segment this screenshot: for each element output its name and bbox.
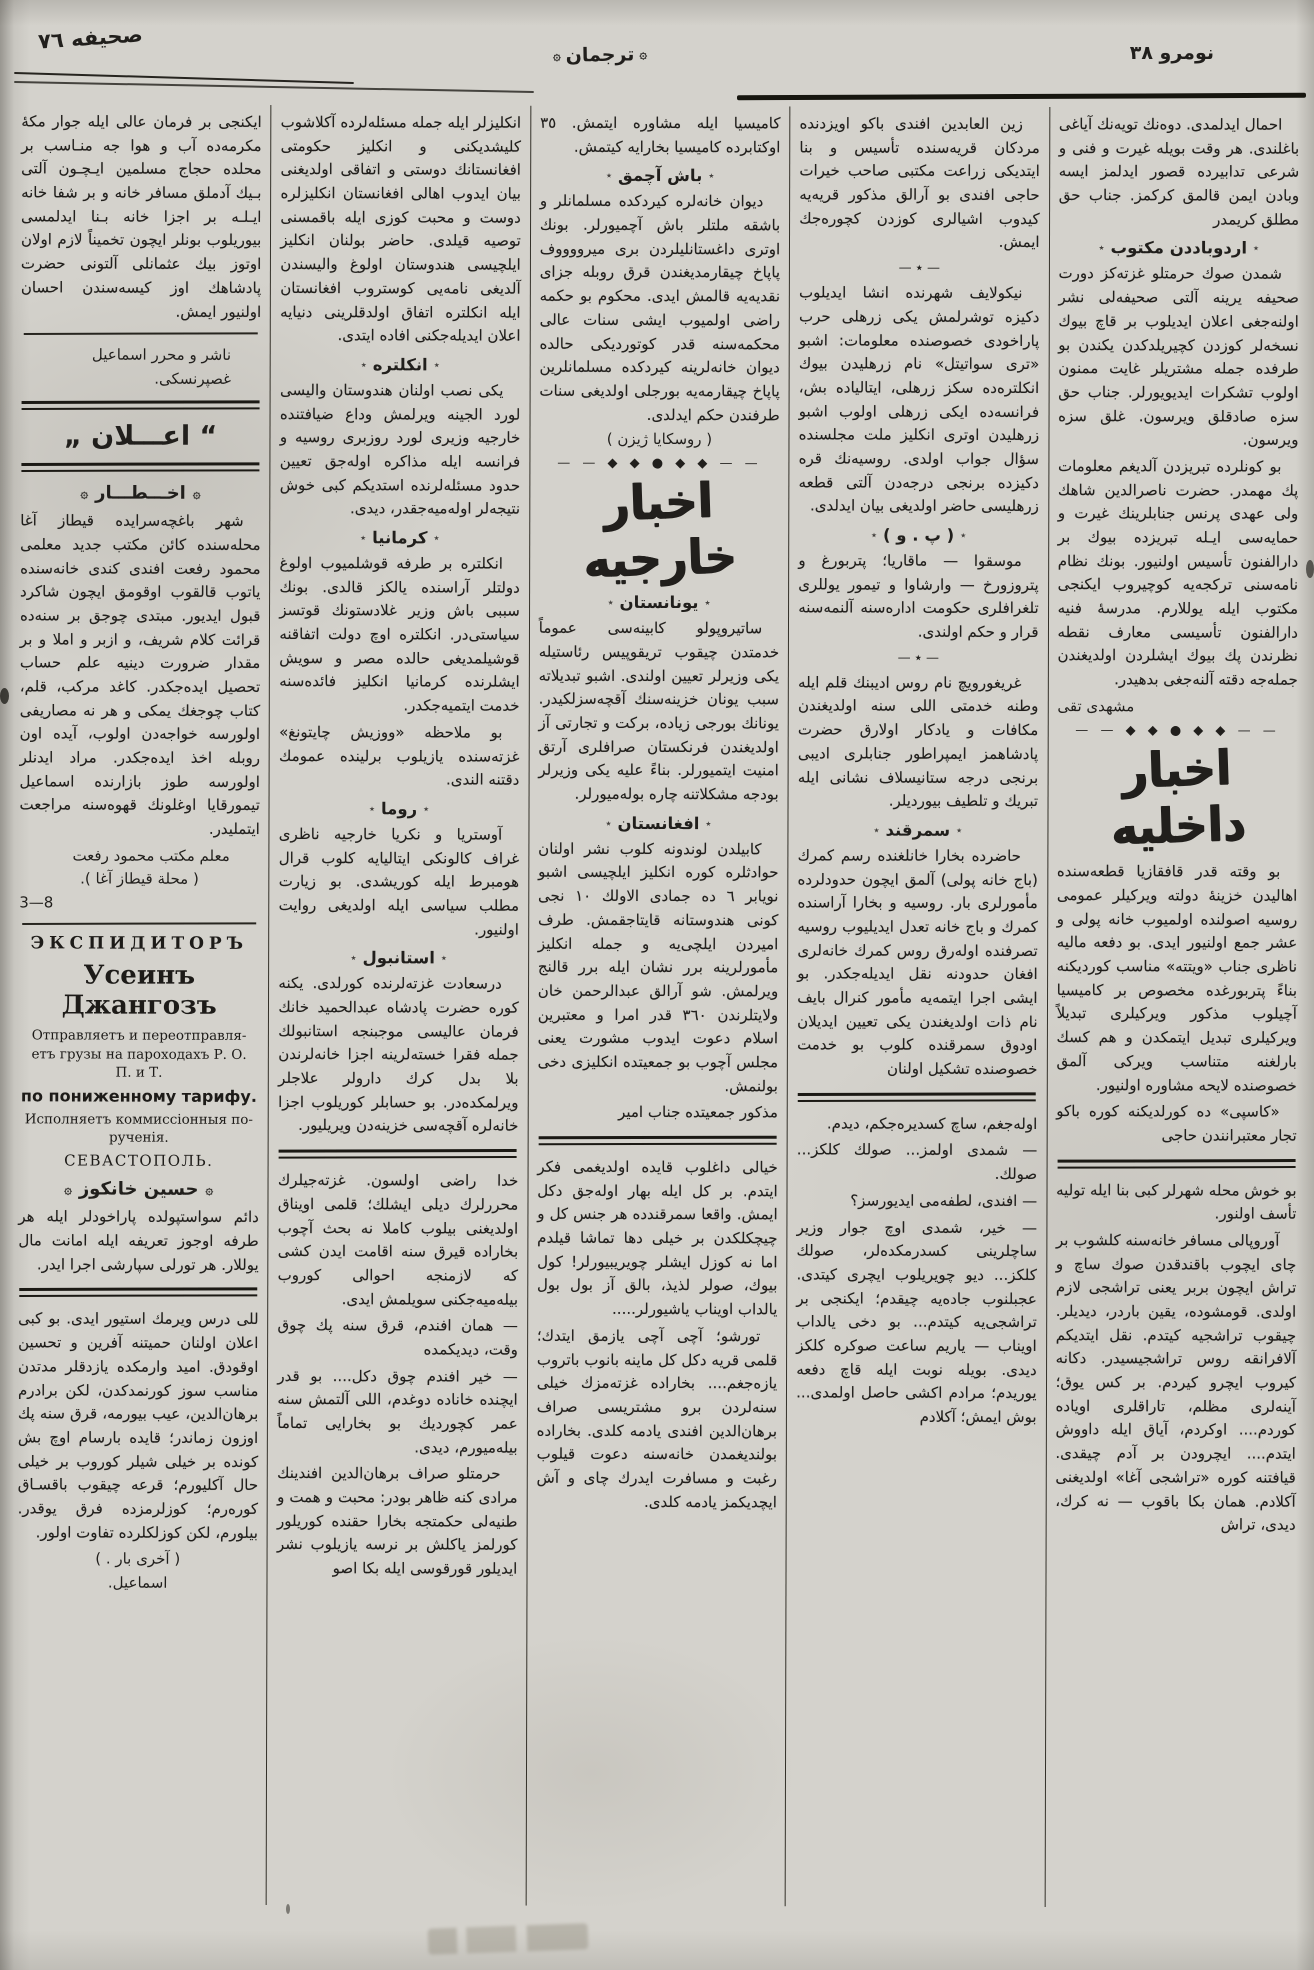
column-grid: [8, 104, 1309, 1907]
section-heading: ٭روما٭: [279, 799, 519, 819]
signature-line: ( آخرى بار . ): [95, 1549, 181, 1569]
body-paragraph: شهر باغچه‌سرايده قيطاز آغا محله‌سنده كائن مكتب جديد معلمى محمود رفعت افندى كندى خانه‌سنده ياتوب قالقوب اوقومق ايچون شاكرد قبول ايديور. مبتدى چوجق بر سنه‌ده قرائت كلام شريف، و ازبر و املا و بر مقدار ضرورت دينيه علم حساب تحصيل ايده‌جكدر. كاغد مركب، قلم، كتاب چوجغك يمكى و هر نه مصاريفى اولورسه خواجه‌دن اولوب، آيده اون روبله اخذ ايده‌جكدر. مراد ايدنلر اولورسه طوز بازارنده اسماعيل تيمورقايا اوغلونك قهوه‌سنه مراجعت ايتمليدر.: [19, 511, 261, 839]
title-ornament-icon: ۞: [639, 47, 648, 63]
pencil-mark: [286, 1904, 290, 1914]
fleuron-icon: ٭: [350, 951, 357, 965]
signature-line: اسماعيل.: [107, 1573, 168, 1592]
fleuron-icon: ٭: [956, 823, 963, 837]
body-paragraph: ايكنجى بر فرمان عالى ايله جوار مكهٔ مكرمه‌ده آب و هوا جه منـاسب بر محلده حجاج مسلمين ايـچـون آلتى بـيك آدملق مسافر خانه و بر شفا خانه ايـلـه بر اجزا خانه بـنا ايدلمسى بيوريلوب بونلر ايچون تخميناً لازم اولان اوتوز بيك عثمانلى آلتونى حضرت پادشاهك اوز كيسه‌سندن احسان اولنيور ايمش.: [20, 112, 262, 321]
signature-line: غصپرنسكى.: [154, 369, 232, 388]
news-section-title: اخبار داخليه: [1109, 739, 1247, 857]
body-paragraph: حرمتلو صراف برهان‌الدين افندينك مرادى كنه ظاهر بودر: محبت و همت و طنيه‌لى حكمتجه بخارا حقنده كوريلور كورلمز ياكلش بر نرسه يازيلوب نشر ايديلور قورقوسى ايله بكا اصو: [276, 1464, 518, 1578]
column-4: [266, 105, 530, 1906]
body-paragraph: دائم سواستپولده پاراخودلر ايله هر طرفه اوجوز تعريفه ايله امانت مال يوللار. هر تورلى سپارشى اجرا ايدر.: [18, 1207, 259, 1274]
body-paragraph: — افندى، لطفه‌مى ايديورسز؟: [850, 1191, 1038, 1210]
body-paragraph: — شمدى اولمز... صولك كلكز... صولك.: [796, 1140, 1038, 1184]
news-section-title: اخبار خارجيه: [582, 472, 738, 589]
column-5-leftmost: [8, 104, 271, 1905]
page-number-label: صحيفه ٧٦: [37, 22, 144, 54]
small-ornament-divider: — ٭ —: [897, 650, 940, 666]
section-heading: ٭اردوباددن مكتوب٭: [1059, 238, 1299, 258]
double-rule: [21, 463, 259, 473]
body-paragraph: درسعادت غزته‌لرنده كورلدى. يكنه كوره حضرت پادشاه عبدالحميد خانك فرمان عاليسى موجبنجه استانبولك جمله فقرا خسته‌لرينه اجزا خانه‌لرندن بلا بدل كرك دارولر علاجلر ويرلمكده‌در. بو حسابلر كوريلوب اجزا خانه‌لره آقچه‌سى خزينه‌دن ويريليور.: [278, 974, 519, 1136]
russian-advert-line: Исполняетъ коммиссіонныя по-: [24, 1111, 254, 1128]
faded-stamp-smudge: [428, 1923, 589, 1955]
small-ornament-divider: — ٭ —: [898, 260, 941, 276]
fleuron-icon: ٭: [440, 951, 447, 965]
ornate-heading: ۞حسين خانكوز۞: [18, 1179, 258, 1201]
masthead-rule-right: [737, 93, 1306, 100]
fleuron-icon: ۞: [205, 1183, 214, 1199]
russian-advert-line: СЕВАСТОПОЛЬ.: [64, 1151, 214, 1171]
double-rule: [1057, 1159, 1295, 1169]
russian-advert-line: Отправляетъ и переотправля-: [31, 1027, 247, 1045]
body-paragraph: انكلتره بر طرفه قوشلميوب اولوغ دولتلر آراسنده يالكز قالدى. بونك سببى باش وزير غلادستونك قوتسز سياستى‌در. انكلتره اوچ دولت اتفاقنه قوشيلمديغى حالده مصر و سويش ايشلرنده كرمانيا انكليز فائده‌سنه خدمت ايتميه‌جكدر.: [279, 554, 520, 715]
advert-section-header: “ اعـــلان „: [63, 420, 218, 453]
double-rule: [798, 1092, 1036, 1102]
russian-advert-line: рученія.: [108, 1129, 169, 1146]
double-rule: [279, 1149, 517, 1159]
body-paragraph: — خير، شمدى اوچ جوار وزير ساچلرينى كسدرمكده‌لر، صولك كلكز... ديو چويريلوب ايچرى كيتدى. عجبلنوب جاده‌يه چيقدم؛ ايكنجى بر تراشجى‌يه كيتدم... بو دخى يالداب اويناب — ياريم ساعت صوكره كلكز ديدى. بويله نوبت ايله قاچ دفعه يوريدم؛ مرادم اكشى حاصل اولمدى... بوش ايمش؛ آكلادم: [796, 1217, 1038, 1426]
fleuron-icon: ٭: [368, 802, 376, 816]
body-paragraph: آوروپالى مسافر خانه‌سنه كلشوب بر چاى ايچوب باقندقدن صوك ساچ و تراش ايچون بربر يعنى تراشجى لازم اولدى. قومشوده، يقين باردر، ديديلر. چيقوب تراشجيه كيتدم. نقل ايتديكم آلافرانقه روس تراشجيسيدر. دكانه كيروب ايچرو كيردم. بر كس يوق؛ آينه‌لرى مظلم، تاراقلرى اوياده كوردم.... اوكردم، آياق ايله داووش ايتدم.... ايچرودن بر آدم چيقدى. قيافتنه كوره «تراشجى آغا» اولديغنى آكلادم. همان بكا باقوب — نه كرك، ديدى، تراش: [1055, 1230, 1297, 1534]
body-paragraph: زين العابدين افندى باكو اويزدنده مردكان قريه‌سنده تأسيس و بنا ايتديكى زراعت مكتبى صاحب خيرات حاجى افندى بو آرالق مذكور قريه‌يه كيدوب اشيالرى كوزدن كچوره‌جك ايمش.: [799, 114, 1040, 252]
ink-blob: [0, 688, 9, 704]
fleuron-icon: ٭: [873, 823, 880, 837]
fleuron-icon: ٭: [960, 528, 967, 542]
body-paragraph: «كاسپى» ده كورلديكنه كوره باكو تجار معتبرانندن حاجى: [1056, 1102, 1297, 1145]
fleuron-icon: ٭: [433, 531, 440, 545]
body-paragraph: مذكور جمعيتده جناب امير: [618, 1103, 778, 1122]
signature-line: ( محلة قيطاز آغا ).: [80, 869, 199, 889]
ornate-heading: ۞اخـــطـــار۞: [20, 483, 260, 505]
body-paragraph: ساتيروپولو كابينه‌سى عموماً خدمتدن چيقوب تريقوپيس رئاستيله يكى وزيرلر تعيين اولندى. اشبو تبديلاته سبب يونان خزينه‌سنك آقچه‌سزلكيدر. يونانك بورجى زياده، بركت و تجارتى آز اولديغندن فرنكستان صرافلرى آرتق امنيت ايتميورلر. بناءً عليه يكى وزيرلر بودجه مشكلاتنه چاره بوله‌ميورلر.: [538, 618, 780, 804]
body-paragraph: اوله‌جغم، ساچ كسديره‌جكم، ديدم.: [826, 1114, 1038, 1133]
body-paragraph: بو خوش محله شهرلر كبى بنا ايله توليه تأسف اولنور.: [1056, 1180, 1297, 1223]
fleuron-icon: ٭: [360, 358, 367, 372]
fleuron-icon: ٭: [871, 528, 878, 542]
fleuron-icon: ٭: [605, 169, 612, 183]
body-paragraph: نيكولايف شهرنده انشا ايديلوب دكيزه توشرلمش يكى زرهلى حرب پاراخودى خصوصنده معلومات: اشبو «ترى سواتيتل» نام زرهليدن بيوك انكلتره‌ده سكز زرهلى، ايتالياده بش، فرانسه‌ده ايكى زرهلى اولوب اشبو زرهليدن اوترى انكليز ملت مجلسنده سؤال جواب اولدى. روسيه‌نك قره دكيزده برنجى درجه‌دن آلتى قطعه زرهليسى حاضر اولديغى بيان ايدلدى.: [798, 283, 1040, 516]
body-paragraph: للى درس ويرمك استيور ايدى. بو كبى اعلان اولنان حميتنه آفرين و تحسين اوقودق. اميد وارمكده يازدقلر مدتدن مناسب سوز كورنمدكدن، لكن برادرم برهان‌الدين، عيب بيورمه، قرق سنه پك اوزون زماندر؛ قايده بارسام اوچ بش كونده بر خيلى شيلر كوروب بر خيلى حال آكليورم؛ قرعه چيقوب باقسـاق كوره‌رم؛ كوزلرمزده فرق يوقدر. بيلورم، لكن كوزلكلرده تفاوت اولور.: [17, 1309, 259, 1542]
ornament-divider: — — ◆ ◆ ● ◆ ◆ — —: [1075, 723, 1280, 739]
body-paragraph: بو ملاحظه «ووزيش چايتونغ» غزته‌سنده يازيلوب برلينده عمومك دقتنه الندى.: [279, 722, 520, 789]
section-heading: ٭استانبول٭: [278, 948, 518, 968]
signature-line: 8—3: [19, 893, 54, 912]
section-heading: ٭كرمانيا٭: [280, 528, 520, 548]
russian-advert-line: Усеинъ Джангозъ: [61, 960, 217, 1022]
body-paragraph: خيالى داغلوب قايده اولديغمى فكر ايتدم. بر كل ايله بهار اوله‌جق دكل ايمش. واقعا سمرقندده هر جنس كل و چيچكلكدن بر خيلى دها تماشا قيلدم اما نه كوزل ايشلر چويريبيورلر! كول بيوك، صولر لذيذ، بالق آز بول بول يالداب اويناب ياشيورلر.....: [537, 1157, 778, 1319]
column-3-middle: [525, 106, 789, 1907]
title-ornament-icon: ۞: [552, 48, 561, 64]
section-heading: ٭( پ . و )٭: [798, 525, 1038, 545]
masthead-rule-left-lower: [14, 81, 534, 93]
rule: [24, 333, 258, 336]
fleuron-icon: ٭: [704, 596, 711, 610]
title-text: ترجمان: [565, 43, 635, 67]
body-paragraph: غريغورويچ نام روس اديبنك قلم ايله وطنه خدمتى اللى سنه اولديغندن مكافات و يادكار اولارق حضرت پادشاهمز ايمپراطور جنابلرى اديبى برنجى درجه ستانيسلاف نشانى ايله تبريك و تلطيف بيورديلر.: [797, 673, 1039, 811]
double-rule: [22, 401, 260, 411]
signature-line: ناشر و محرر اسماعيل: [91, 345, 232, 365]
body-paragraph: — همان افندم، قرق سنه پك چوق وقت، ديديكمده: [277, 1316, 518, 1359]
fleuron-icon: ٭: [433, 358, 440, 372]
ornament-divider: — — ◆ ◆ ● ◆ ◆ — —: [557, 455, 762, 472]
body-paragraph: ديوان خانه‌لره كيردكده مسلمانلر و باشقه ملتلر باش آچميورلر. بونك اوترى داغستانليلردن برى ميرووووف پاپاخ چيقارمديغندن قرق روبله جزاى نقديه‌يه قالمش ايدى. محكوم بو حكمه راضى اولميوب ايشى سنات عالى محكمه‌سنه قدر كوتورديكى حالده ديوان خانه‌لرينه كيردكده مسلمانلرين پاپاخ چيقارمه‌يه بورجلى اولديغى سنات طرفندن حكم ايدلدى.: [539, 192, 781, 424]
signature-line: معلم مكتب محمود رفعت: [72, 846, 230, 865]
double-rule: [538, 1136, 776, 1146]
russian-advert-line: етъ грузы на пароходахъ Р. О.: [31, 1045, 247, 1063]
double-rule: [19, 1288, 257, 1298]
column-1-rightmost: [1044, 107, 1308, 1908]
body-paragraph: تورشو؛ آچى آچى يازمق ايتدك؛ قلمى قريه دكل كل ماينه بانوب باتروب يازه‌جغم.... بخاراده غزته‌مزك خيلى سنه‌لردن برو مشتريسى صراف برهان‌الدين افندى يادمه كلدى. بخاراده بولنديغمدن خانه‌سنه دعوت قيلوب رغبت و مسافرت ايدرك چاى و آش ايچديكمز يادمه كلدى.: [536, 1326, 778, 1511]
ink-blob: [1306, 560, 1314, 578]
russian-advert-line: П. и Т.: [115, 1064, 163, 1081]
section-heading: ٭سمرقند٭: [798, 820, 1038, 840]
russian-advert-line: ЭКСПИДИТОРЪ: [30, 933, 249, 955]
fleuron-icon: ٭: [360, 531, 367, 545]
fleuron-icon: ۞: [192, 486, 201, 502]
rule: [22, 923, 256, 926]
signature-line: مشهدى تقى: [1057, 696, 1135, 716]
body-paragraph: شمدن صوك حرمتلو غزته‌كز دورت صحيفه يرينه آلتى صحيفه‌لى نشر اولنه‌جغى اعلان ايديلوب بر قاچ بيوك نسخه‌لر كوزدن كچيريلدكدن يكندن بو طرفده جمله مشتريلر غايت ممنون اولوب تشكرات ايديويورلر. جناب حق سزه صادقلق ويرسون. غلق سزه ويرسون.: [1058, 264, 1299, 449]
body-paragraph: احمال ايدلمدى. دوه‌نك تويه‌نك آياغى باغلندى. هر وقت بويله غيرت و فنى و شرعى تدابيرده قصور ايدلمز ايسه وبادن ايمن قالمق كركمز. جناب حق مطلق كريمدر: [1058, 115, 1300, 229]
body-paragraph: — خير افندم چوق دكل.... بو قدر ايچنده خاناده دوغدم، اللى آلتمش سنه عمر كچورديك بو بخارايى تماماً بيله‌ميورم، ديدى.: [277, 1366, 518, 1457]
body-paragraph: كاميسيا ايله مشاوره ايتمش. ٣٥ اوكتابرده كاميسيا بخارايه كيتمش.: [540, 113, 781, 157]
fleuron-icon: ٭: [1253, 241, 1260, 256]
fleuron-icon: ٭: [708, 169, 715, 183]
body-paragraph: آوستريا و نكريا خارجيه ناظرى غراف كالونكى ايتاليايه كلوب قرال هومبرط ايله كوريشدى. بو زيارت مطلب سياسى ايله اولديغى روايت اولنيور.: [278, 824, 520, 939]
body-paragraph: انكليزلر ايله جمله مسئله‌لرده آكلاشوب كليشديكنى و انكليز حكومتى افغانستانك دوستى و اتفاقى اولديغنى بيان ايدوب اهالى افغانستان انكليزلره دوست و محبت كوزى ايله باقمسنى توصيه قيلدى. حاضر بولنان انكليز ايلچيسى هندوستان اولوغ واليسندن آلديغى نامه‌يى كوستروب افغانستان ايله انكلتره اتفاق اولدقلرينى دنيايه اعلان ايديله‌جكنى افاده ايتدى.: [280, 113, 522, 345]
body-paragraph: يكى نصب اولنان هندوستان واليسى لورد الجينه ويرلمش وداع ضيافتنده خارجيه وزيرى لورد روزبرى روسيه و فرانسه ايله مذاكره اوله‌جق تعيين حدود مسئله‌لرنده استديكم كبى خوش نتيجه‌لر اوله‌ميه‌جقدر، ديدى.: [279, 380, 521, 518]
fleuron-icon: ٭: [605, 816, 612, 830]
russian-advert-line: по пониженному тарифу.: [20, 1086, 257, 1106]
fleuron-icon: ۞: [64, 1182, 72, 1198]
fleuron-icon: ٭: [1098, 241, 1105, 255]
newspaper-title: [470, 42, 730, 69]
body-paragraph: خدا راضى اولسون. غزته‌جيلرك محررلرك ديلى ايشلك؛ قلمى اويناق اولديغنى بيلوب كاملا نه بحث آچوب بخاراده قيرق سنه اقامت ايدن كشى كه لازمنجه احوالى كوروب بيله‌ميه‌جكنى سويلمش ايدى.: [277, 1171, 519, 1309]
fleuron-icon: ٭: [423, 802, 430, 816]
source-note: ( روسكايا ژيزن ): [606, 430, 713, 449]
section-heading: ٭افغانستان٭: [538, 813, 778, 833]
body-paragraph: كابيلدن لوندونه كلوب نشر اولنان حوادثلره كوره انكليز ايلچيسى اشبو نويابر ٦ ده جمادى الاولك ١٠ نجى كونى هندوستانه قايتاجقمش. طرف اميردن ايلچى‌يه و جمله انكليز مأمورلرينه برر نشان ايله برر قالنج ويرلمش. شو آرالق عبدالرحمن خان ولايتلرندن ٣٦٠ قدر امرا و معتبرين اسلام دعوت ايدوب مشورت يعنى مجلس آچوب بو جمعيتده انكليزى دخى بولنمش.: [537, 839, 779, 1095]
russian-advert: [19, 934, 260, 1171]
section-heading: ٭انكلتره٭: [280, 355, 520, 375]
body-paragraph: بو كونلرده تبريزدن آلديغم معلومات پك مهمدر. حضرت ناصرالدين شاهك ولى عهدى پرنس جنابلرينك غيرت و حمايه‌سى ايـله تبريزده بيوك بر دارالفنون تأسيس اولنيور. بونك نظام نامه‌سنى تركجه‌يه كوچيروب ايكنجى مكتوب ايله يوللارم. مدرسهٔ فنيه دارالفنون تأسيسى معارف نقطه نظرندن پك بيوك ايشلردن اولديغندن جمله‌جه دقته آلنه‌جغى بدهيدر.: [1057, 456, 1299, 689]
fleuron-icon: ٭: [607, 596, 614, 610]
body-paragraph: حاضرده بخارا خانلغنده رسم كمرك (باج خانه پولى) آلمق ايچون حدودلرده مأمورلرى بار. روسيه و بخارا آراسنده كمرك و باج خانه تعدل ايديليوب روسيه تصرفنده اوله‌رق روس كمرك خانه‌لرى افغان حدودنه نقل ايديله‌جكدر. بو ايشى اجرا ايتمه‌يه مأمور كنرال بايف نام ذات اولديغندن يكى تعيين ايديلان اودوق سمرقنده كلوب بو خدمت خصوصنده تشكيل اولنان: [797, 846, 1038, 1079]
section-heading: ٭باش آچمق٭: [540, 166, 780, 186]
section-heading: ٭يونانستان٭: [539, 593, 779, 613]
fleuron-icon: ۞: [80, 486, 89, 502]
fleuron-icon: ٭: [705, 816, 712, 830]
body-paragraph: بو وقته قدر قافقازيا قطعه‌سنده اهاليدن خزينهٔ دولته ويركيلر عمومى روسيه اصولنده اولميوب خانه پولى و عشر جمع اولنيور ايدى. بو دفعه ماليه ناظرى جناب «ويتته» مناسب كورديكنه بناءً پتربورغده مخصوص بر كاميسيا آچيلوب مذكور ويركيلرى تبديلاً ويركيلرى تبديل ايتمكدن و هم كسك بارلغنه متناسب ويركى آلمق خصوصنده لايحه مشاوره اولنيور.: [1056, 862, 1298, 1095]
issue-number-label: نومرو ٣٨: [1129, 42, 1214, 64]
body-paragraph: موسقوا — ماقاريا؛ پتربورغ و پتروزورخ — وارشاوا و تيمور يوللرى تلغرافلرى حكومت اداره‌سنه آلنمه‌سنه قرار و حكم اولندى.: [798, 551, 1039, 642]
column-2: [785, 106, 1049, 1907]
